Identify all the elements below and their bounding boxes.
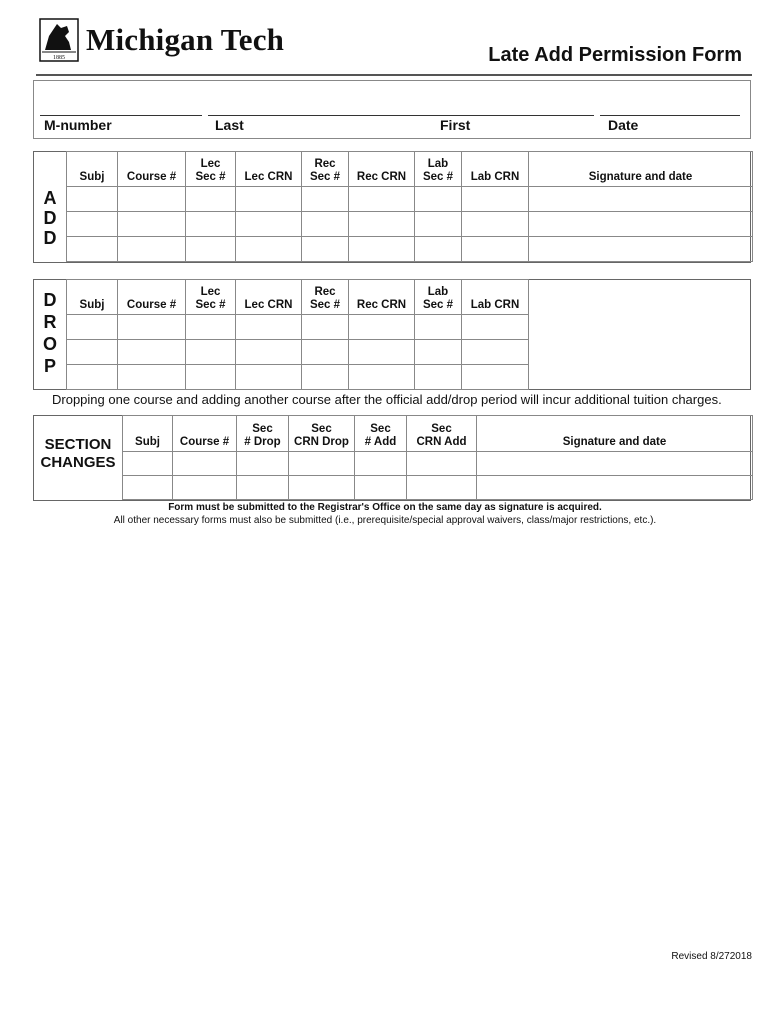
- section-changes-section: [33, 415, 751, 501]
- entry-cell[interactable]: [123, 476, 173, 500]
- submission-note: Form must be submitted to the Registrar's Office on the same day as signature is acquired.: [168, 502, 602, 513]
- entry-cell[interactable]: [349, 187, 415, 212]
- entry-cell[interactable]: [349, 340, 415, 365]
- entry-cell[interactable]: [67, 212, 118, 237]
- revision-date: Revised 8/272018: [671, 951, 752, 962]
- entry-cell[interactable]: [302, 365, 349, 390]
- entry-cell[interactable]: [186, 340, 236, 365]
- col-header: Course #: [173, 416, 237, 452]
- entry-cell[interactable]: [236, 237, 302, 262]
- entry-cell[interactable]: [67, 365, 118, 390]
- drop-letter: O: [42, 334, 57, 354]
- entry-cell[interactable]: [289, 476, 355, 500]
- entry-cell[interactable]: [415, 212, 462, 237]
- col-header: Signature and date: [477, 416, 753, 452]
- entry-cell[interactable]: [237, 476, 289, 500]
- col-header: Lab CRN: [462, 152, 529, 187]
- entry-cell[interactable]: [237, 452, 289, 476]
- drop-letter: P: [43, 356, 56, 376]
- entry-cell[interactable]: [355, 476, 407, 500]
- col-header: Lab Sec #: [415, 152, 462, 187]
- table-row: [67, 212, 753, 237]
- table-row: [67, 237, 753, 262]
- table-row: [123, 476, 753, 500]
- col-header: Lab Sec #: [415, 280, 462, 315]
- table-row: [67, 315, 529, 340]
- form-title: Late Add Permission Form: [488, 44, 742, 66]
- entry-cell[interactable]: [462, 340, 529, 365]
- table-row: [67, 340, 529, 365]
- entry-cell[interactable]: [186, 315, 236, 340]
- add-section: [33, 151, 751, 263]
- col-header: Lec CRN: [236, 152, 302, 187]
- date-field[interactable]: [600, 115, 740, 116]
- entry-cell[interactable]: [67, 340, 118, 365]
- entry-cell[interactable]: [186, 212, 236, 237]
- entry-cell[interactable]: [462, 212, 529, 237]
- entry-cell[interactable]: [118, 365, 186, 390]
- add-letter: D: [43, 228, 57, 248]
- entry-cell[interactable]: [186, 187, 236, 212]
- col-header: Rec CRN: [349, 152, 415, 187]
- add-letter: A: [43, 188, 57, 208]
- col-header: Signature and date: [529, 152, 753, 187]
- signature-cell[interactable]: [477, 452, 753, 476]
- col-header: Lec Sec #: [186, 152, 236, 187]
- signature-cell[interactable]: [529, 212, 753, 237]
- entry-cell[interactable]: [302, 212, 349, 237]
- signature-cell[interactable]: [477, 476, 753, 500]
- entry-cell[interactable]: [173, 476, 237, 500]
- drop-section: [33, 279, 751, 390]
- husky-logo-icon: [39, 18, 79, 62]
- col-header: Sec CRN Drop: [289, 416, 355, 452]
- entry-cell[interactable]: [67, 315, 118, 340]
- col-header: Sec CRN Add: [407, 416, 477, 452]
- entry-cell[interactable]: [289, 452, 355, 476]
- entry-cell[interactable]: [302, 340, 349, 365]
- signature-cell[interactable]: [529, 187, 753, 212]
- table-row: [67, 187, 753, 212]
- date-label: Date: [608, 117, 639, 133]
- entry-cell[interactable]: [118, 237, 186, 262]
- entry-cell[interactable]: [407, 452, 477, 476]
- table-row: [67, 365, 529, 390]
- entry-cell[interactable]: [236, 365, 302, 390]
- drop-side-label: [34, 280, 67, 389]
- entry-cell[interactable]: [462, 365, 529, 390]
- last-label: Last: [215, 117, 244, 133]
- col-header: Rec Sec #: [302, 280, 349, 315]
- entry-cell[interactable]: [67, 237, 118, 262]
- section-changes-label: CHANGES: [40, 454, 116, 471]
- entry-cell[interactable]: [173, 452, 237, 476]
- entry-cell[interactable]: [349, 365, 415, 390]
- entry-cell[interactable]: [349, 237, 415, 262]
- col-header: Sec # Add: [355, 416, 407, 452]
- add-table: [66, 151, 753, 262]
- entry-cell[interactable]: [407, 476, 477, 500]
- header-rule: [36, 74, 752, 76]
- entry-cell[interactable]: [302, 315, 349, 340]
- tuition-notice: Dropping one course and adding another course after the official add/drop period will incur additional tuition charges.: [52, 392, 722, 407]
- entry-cell[interactable]: [415, 365, 462, 390]
- drop-letter: D: [43, 290, 57, 310]
- mnumber-label: M-number: [44, 117, 112, 133]
- logo-wordmark: Michigan Tech: [86, 22, 285, 57]
- entry-cell[interactable]: [118, 187, 186, 212]
- entry-cell[interactable]: [415, 340, 462, 365]
- entry-cell[interactable]: [415, 237, 462, 262]
- entry-cell[interactable]: [349, 212, 415, 237]
- entry-cell[interactable]: [123, 452, 173, 476]
- col-header: Lec Sec #: [186, 280, 236, 315]
- signature-cell[interactable]: [529, 237, 753, 262]
- name-field[interactable]: [208, 115, 594, 116]
- add-side-label: [34, 152, 67, 262]
- student-info-block: [33, 80, 751, 139]
- table-row: [123, 452, 753, 476]
- col-header: Subj: [123, 416, 173, 452]
- col-header: Lab CRN: [462, 280, 529, 315]
- entry-cell[interactable]: [462, 237, 529, 262]
- entry-cell[interactable]: [236, 340, 302, 365]
- col-header: Rec Sec #: [302, 152, 349, 187]
- entry-cell[interactable]: [462, 187, 529, 212]
- add-letter: D: [43, 208, 57, 228]
- drop-letter: R: [43, 312, 57, 332]
- mnumber-field[interactable]: [40, 115, 202, 116]
- section-changes-label: SECTION: [44, 436, 112, 453]
- entry-cell[interactable]: [349, 315, 415, 340]
- entry-cell[interactable]: [67, 187, 118, 212]
- first-label: First: [440, 117, 471, 133]
- additional-forms-note: All other necessary forms must also be submitted (i.e., prerequisite/special approval waivers, class/major restrictions, etc.).: [113, 515, 657, 526]
- logo-year: 1885: [53, 55, 65, 61]
- entry-cell[interactable]: [236, 187, 302, 212]
- col-header: Subj: [67, 280, 118, 315]
- col-header: Course #: [118, 152, 186, 187]
- drop-table: [66, 279, 529, 390]
- col-header: Sec # Drop: [237, 416, 289, 452]
- entry-cell[interactable]: [118, 340, 186, 365]
- entry-cell[interactable]: [355, 452, 407, 476]
- col-header: Rec CRN: [349, 280, 415, 315]
- col-header: Course #: [118, 280, 186, 315]
- section-changes-side-label: [34, 416, 123, 500]
- entry-cell[interactable]: [186, 237, 236, 262]
- entry-cell[interactable]: [302, 237, 349, 262]
- entry-cell[interactable]: [118, 315, 186, 340]
- entry-cell[interactable]: [415, 315, 462, 340]
- entry-cell[interactable]: [302, 187, 349, 212]
- entry-cell[interactable]: [118, 212, 186, 237]
- entry-cell[interactable]: [236, 315, 302, 340]
- section-changes-table: [122, 415, 753, 500]
- col-header: Lec CRN: [236, 280, 302, 315]
- col-header: Subj: [67, 152, 118, 187]
- entry-cell[interactable]: [236, 212, 302, 237]
- entry-cell[interactable]: [186, 365, 236, 390]
- entry-cell[interactable]: [415, 187, 462, 212]
- entry-cell[interactable]: [462, 315, 529, 340]
